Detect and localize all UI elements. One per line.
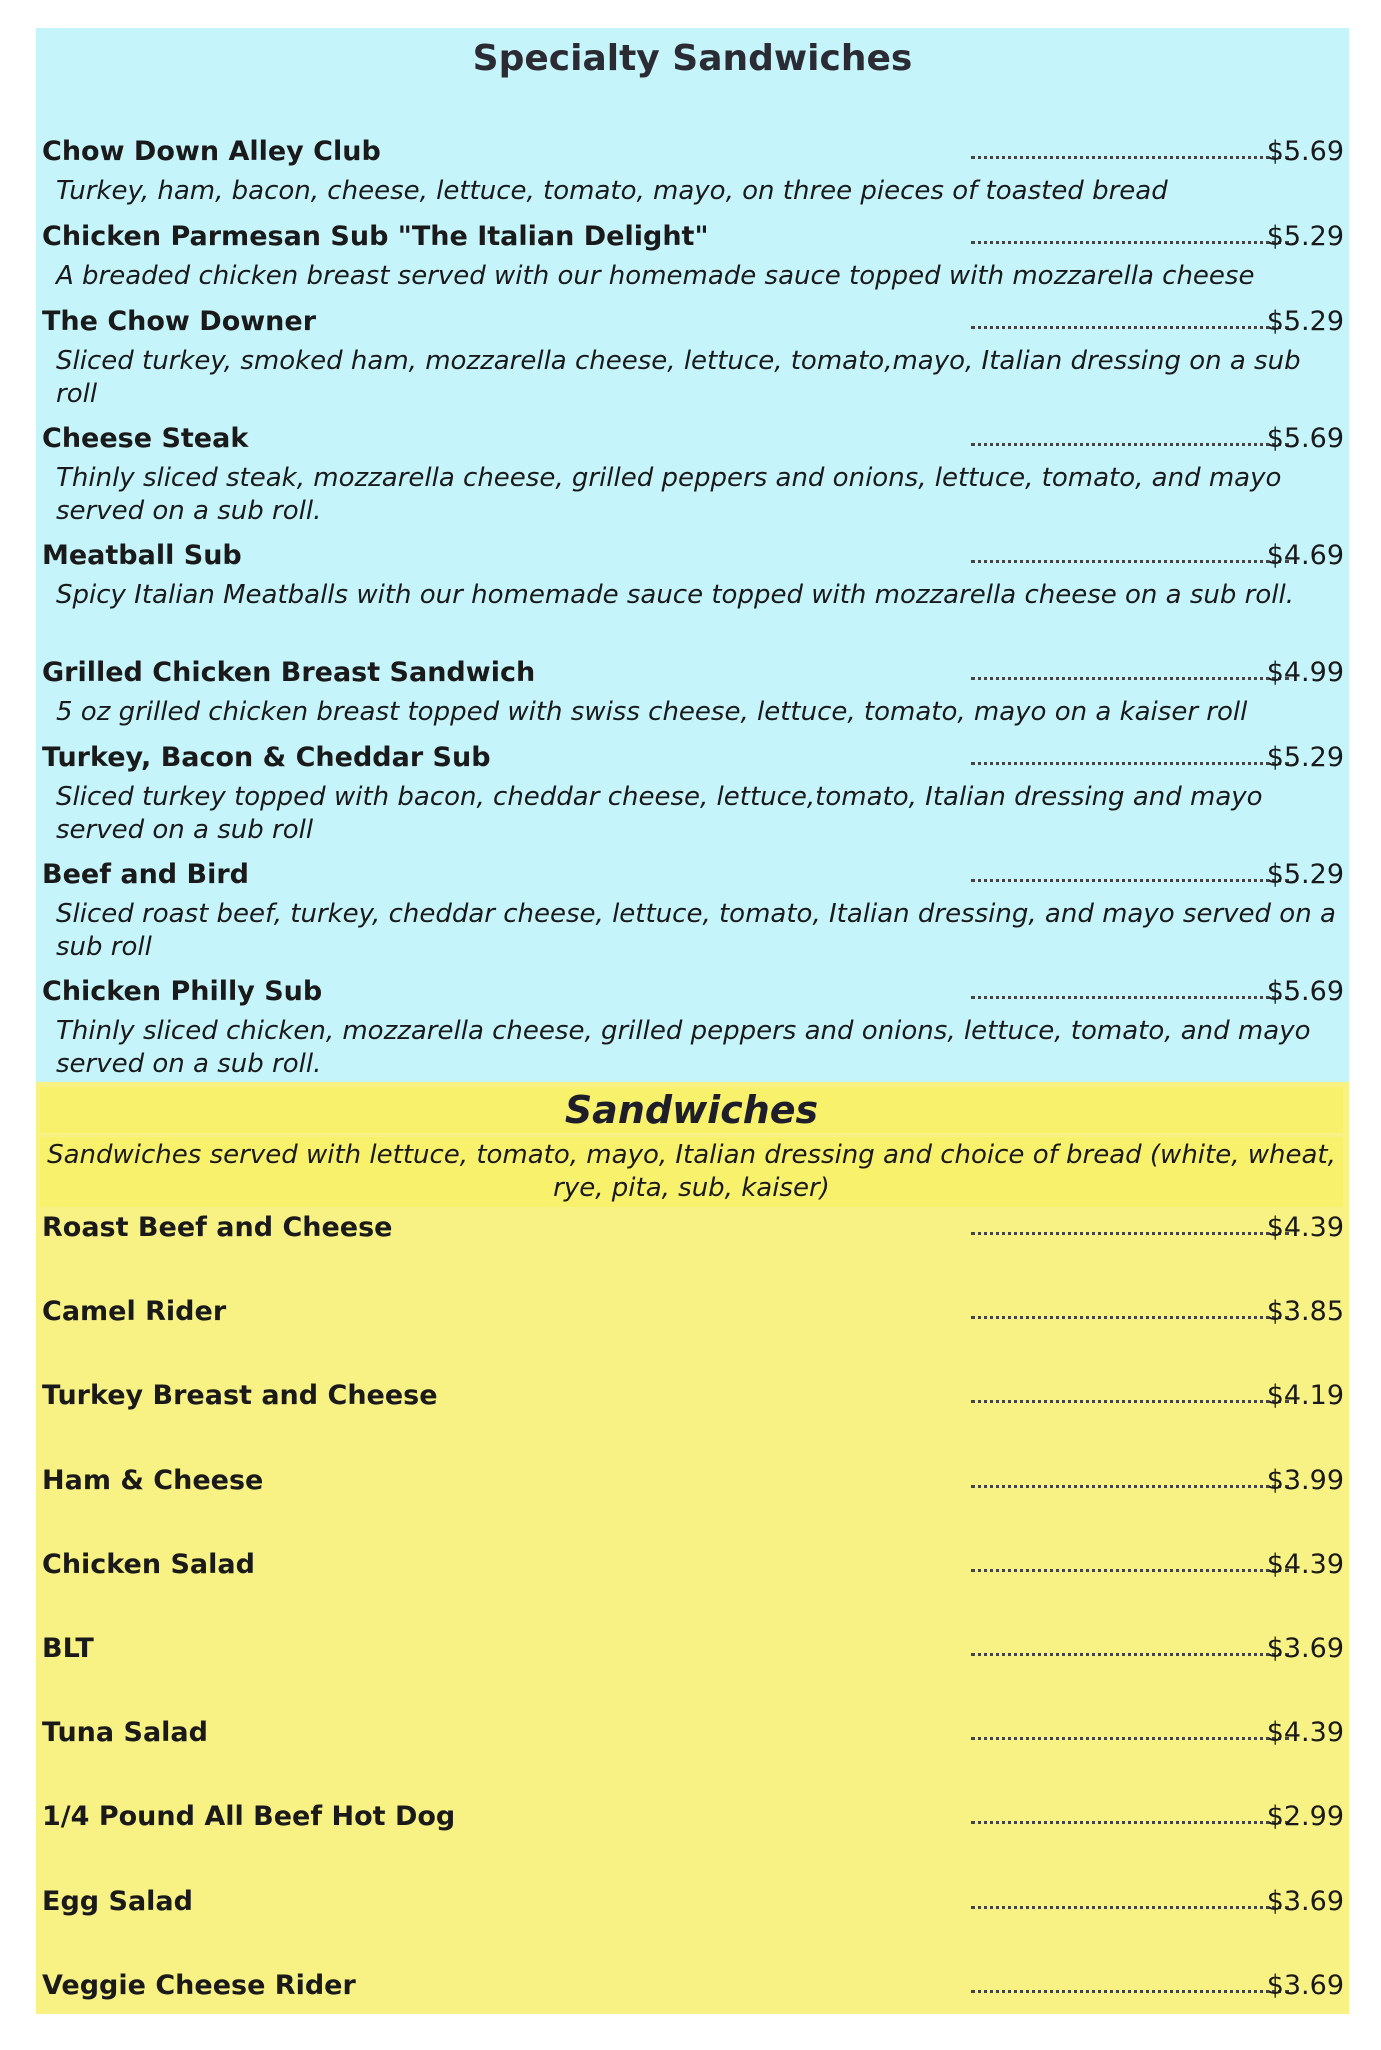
menu-item xyxy=(36,1292,1349,1376)
item-name: Cheese Steak xyxy=(42,423,249,454)
item-name: 1/4 Pound All Beef Hot Dog xyxy=(42,1801,456,1833)
item-name: Tuna Salad xyxy=(42,1717,208,1749)
item-name: Meatball Sub xyxy=(42,540,242,571)
dot-leader xyxy=(971,879,1289,882)
item-name: Egg Salad xyxy=(42,1885,193,1917)
menu-item xyxy=(36,855,1349,972)
dot-leader xyxy=(971,560,1289,563)
item-price: $3.85 xyxy=(1266,1296,1344,1328)
dot-leader xyxy=(971,1316,1289,1319)
item-description: Sliced roast beef, turkey, cheddar cheese, lettuce, tomato, Italian dressing, and mayo served on a sub roll xyxy=(56,899,1336,962)
item-name: Ham & Cheese xyxy=(42,1464,264,1496)
item-price: $5.29 xyxy=(1266,221,1344,252)
item-price: $4.39 xyxy=(1266,1717,1344,1749)
menu-item xyxy=(36,1545,1349,1629)
item-price: $4.69 xyxy=(1266,540,1344,571)
item-price: $3.69 xyxy=(1266,1632,1344,1664)
menu-item xyxy=(36,1882,1349,1966)
item-price: $4.39 xyxy=(1266,1212,1344,1243)
sandwiches-title-band xyxy=(40,1087,1343,1133)
item-name: Grilled Chicken Breast Sandwich xyxy=(42,657,536,688)
item-description: Spicy Italian Meatballs with our homemade sauce topped with mozzarella cheese on a sub roll. xyxy=(56,580,1294,610)
item-price: $3.69 xyxy=(1266,1969,1344,2001)
menu-item xyxy=(36,419,1349,536)
menu-item xyxy=(36,653,1349,738)
specialty-item-list xyxy=(36,132,1349,1089)
item-name: Turkey Breast and Cheese xyxy=(42,1380,438,1412)
item-name: Camel Rider xyxy=(42,1296,227,1328)
item-name: Chicken Salad xyxy=(42,1548,255,1580)
menu-item xyxy=(36,1797,1349,1881)
dot-leader xyxy=(971,1653,1289,1656)
item-name: Chicken Parmesan Sub "The Italian Delight" xyxy=(42,221,709,252)
item-description: Thinly sliced chicken, mozzarella cheese, grilled peppers and onions, lettuce, tomato, and mayo served on a sub roll. xyxy=(56,1016,1311,1079)
specialty-title: Specialty Sandwiches xyxy=(472,38,913,79)
item-price: $2.99 xyxy=(1266,1801,1344,1833)
dot-leader xyxy=(971,1485,1289,1488)
item-name: Beef and Bird xyxy=(42,859,249,890)
item-name: The Chow Downer xyxy=(42,306,317,337)
menu-item xyxy=(36,972,1349,1089)
dot-leader xyxy=(971,156,1289,159)
dot-leader xyxy=(971,1821,1289,1824)
item-description: 5 oz grilled chicken breast topped with swiss cheese, lettuce, tomato, mayo on a kaiser roll xyxy=(56,697,1248,727)
sandwiches-note: Sandwiches served with lettuce, tomato, mayo, Italian dressing and choice of bread (white, wheat, rye, pita, sub, kaiser) xyxy=(40,1137,1343,1207)
item-name: Veggie Cheese Rider xyxy=(42,1969,356,2001)
menu-item xyxy=(36,1461,1349,1545)
menu-item xyxy=(36,302,1349,419)
dot-leader xyxy=(971,1569,1289,1572)
item-name: Roast Beef and Cheese xyxy=(42,1212,393,1243)
item-price: $5.69 xyxy=(1266,976,1344,1007)
item-description: Thinly sliced steak, mozzarella cheese, grilled peppers and onions, lettuce, tomato, and mayo served on a sub roll. xyxy=(56,463,1282,526)
item-description: A breaded chicken breast served with our homemade sauce topped with mozzarella cheese xyxy=(56,261,1255,291)
item-price: $5.69 xyxy=(1266,136,1344,167)
dot-leader xyxy=(971,443,1289,446)
item-description: Sliced turkey, smoked ham, mozzarella cheese, lettuce, tomato,mayo, Italian dressing on a sub roll xyxy=(56,346,1301,409)
item-name: Turkey, Bacon & Cheddar Sub xyxy=(42,742,491,773)
item-price: $5.29 xyxy=(1266,859,1344,890)
item-price: $5.29 xyxy=(1266,742,1344,773)
dot-leader xyxy=(971,326,1289,329)
dot-leader xyxy=(971,677,1289,680)
dot-leader xyxy=(971,762,1289,765)
dot-leader xyxy=(971,1906,1289,1909)
dot-leader xyxy=(971,996,1289,999)
item-price: $3.99 xyxy=(1266,1464,1344,1496)
item-description: Turkey, ham, bacon, cheese, lettuce, tomato, mayo, on three pieces of toasted bread xyxy=(56,176,1168,206)
item-price: $3.69 xyxy=(1266,1885,1344,1917)
menu-item xyxy=(36,1966,1349,2050)
menu-item xyxy=(36,1376,1349,1460)
menu-item xyxy=(36,1629,1349,1713)
item-price: $5.29 xyxy=(1266,306,1344,337)
item-price: $5.69 xyxy=(1266,423,1344,454)
item-price: $4.39 xyxy=(1266,1548,1344,1580)
menu-item xyxy=(36,536,1349,653)
item-name: BLT xyxy=(42,1632,94,1664)
dot-leader xyxy=(971,1990,1289,1993)
dot-leader xyxy=(971,241,1289,244)
menu-item xyxy=(36,1208,1349,1292)
dot-leader xyxy=(971,1737,1289,1740)
menu-item xyxy=(36,738,1349,855)
item-name: Chow Down Alley Club xyxy=(42,136,381,167)
item-name: Chicken Philly Sub xyxy=(42,976,323,1007)
menu-item xyxy=(36,217,1349,302)
specialty-sandwiches-section xyxy=(36,28,1349,1082)
item-description: Sliced turkey topped with bacon, cheddar cheese, lettuce,tomato, Italian dressing and mayo served on a sub roll xyxy=(56,782,1263,845)
item-price: $4.19 xyxy=(1266,1380,1344,1412)
menu-item xyxy=(36,1713,1349,1797)
sandwich-item-list xyxy=(36,1208,1349,2050)
sandwiches-title: Sandwiches xyxy=(564,1088,819,1132)
sandwiches-section xyxy=(36,1082,1349,2014)
dot-leader xyxy=(971,1232,1289,1235)
item-price: $4.99 xyxy=(1266,657,1344,688)
dot-leader xyxy=(971,1400,1289,1403)
menu-item xyxy=(36,132,1349,217)
